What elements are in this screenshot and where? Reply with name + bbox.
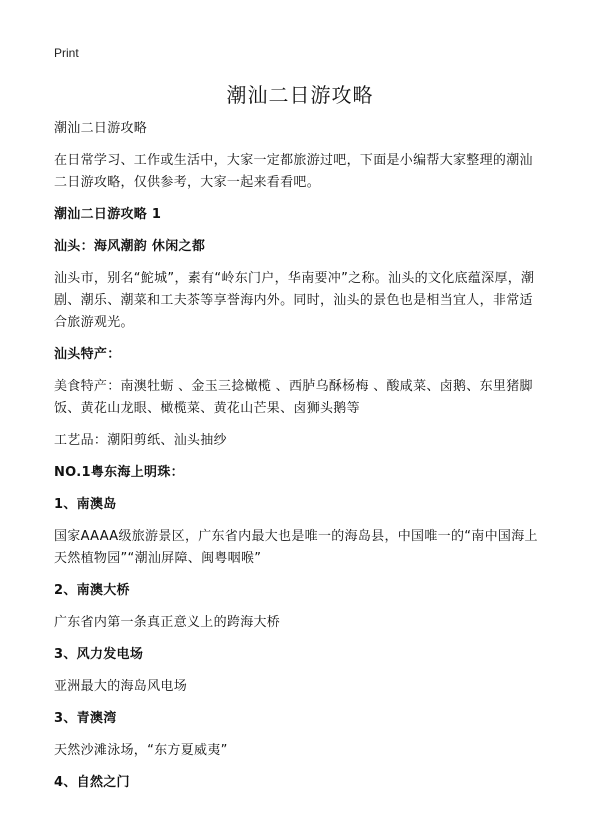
print-link[interactable]: Print (54, 46, 79, 60)
section-heading: 潮汕二日游攻略 1 (54, 207, 162, 222)
list-item-title: 4、自然之门 (54, 775, 130, 790)
list-item-title: 1、南澳岛 (54, 497, 117, 512)
list-item-description: 亚洲最大的海岛风电场 (54, 679, 188, 694)
specialty-heading: 汕头特产： (54, 347, 121, 362)
list-item-title: 3、青澳湾 (54, 711, 117, 726)
crafts-paragraph: 工艺品：潮阳剪纸、汕头抽纱 (54, 433, 227, 448)
shantou-description: 汕头市，别名“鮀城”，素有“岭东门户，华南要冲”之称。汕头的文化底蕴深厚，潮剧、潮乐、潮菜和工夫茶等享誉海内外。同时，汕头的景色也是相当宜人，非常适合旅游观光。 (54, 271, 535, 330)
article-body (54, 118, 546, 804)
list-item-title: 2、南澳大桥 (54, 583, 130, 598)
no1-heading: NO.1粤东海上明珠： (54, 465, 184, 480)
page-title: 潮汕二日游攻略 (226, 83, 374, 107)
list-item-description: 广东省内第一条真正意义上的跨海大桥 (54, 615, 281, 630)
list-item-title: 3、风力发电场 (54, 647, 144, 662)
food-specialty-paragraph: 美食特产：南澳牡蛎 、金玉三捻橄榄 、西胪乌酥杨梅 、酸咸菜、卤鹅、东里猪脚饭、黄花山龙眼、橄榄菜、黄花山芒果、卤狮头鹅等 (54, 379, 533, 416)
intro-paragraph: 在日常学习、工作或生活中，大家一定都旅游过吧，下面是小编帮大家整理的潮汕二日游攻略，仅供参考，大家一起来看看吧。 (54, 153, 533, 190)
list-item-description: 国家AAAA级旅游景区，广东省内最大也是唯一的海岛县，中国唯一的“南中国海上天然植物园”“潮汕屏障、闽粤咽喉” (54, 529, 538, 566)
list-item-description: 天然沙滩泳场，“东方夏威夷” (54, 743, 228, 758)
article-subtitle: 潮汕二日游攻略 (54, 121, 148, 136)
shantou-heading: 汕头：海风潮韵 休闲之都 (54, 239, 206, 254)
